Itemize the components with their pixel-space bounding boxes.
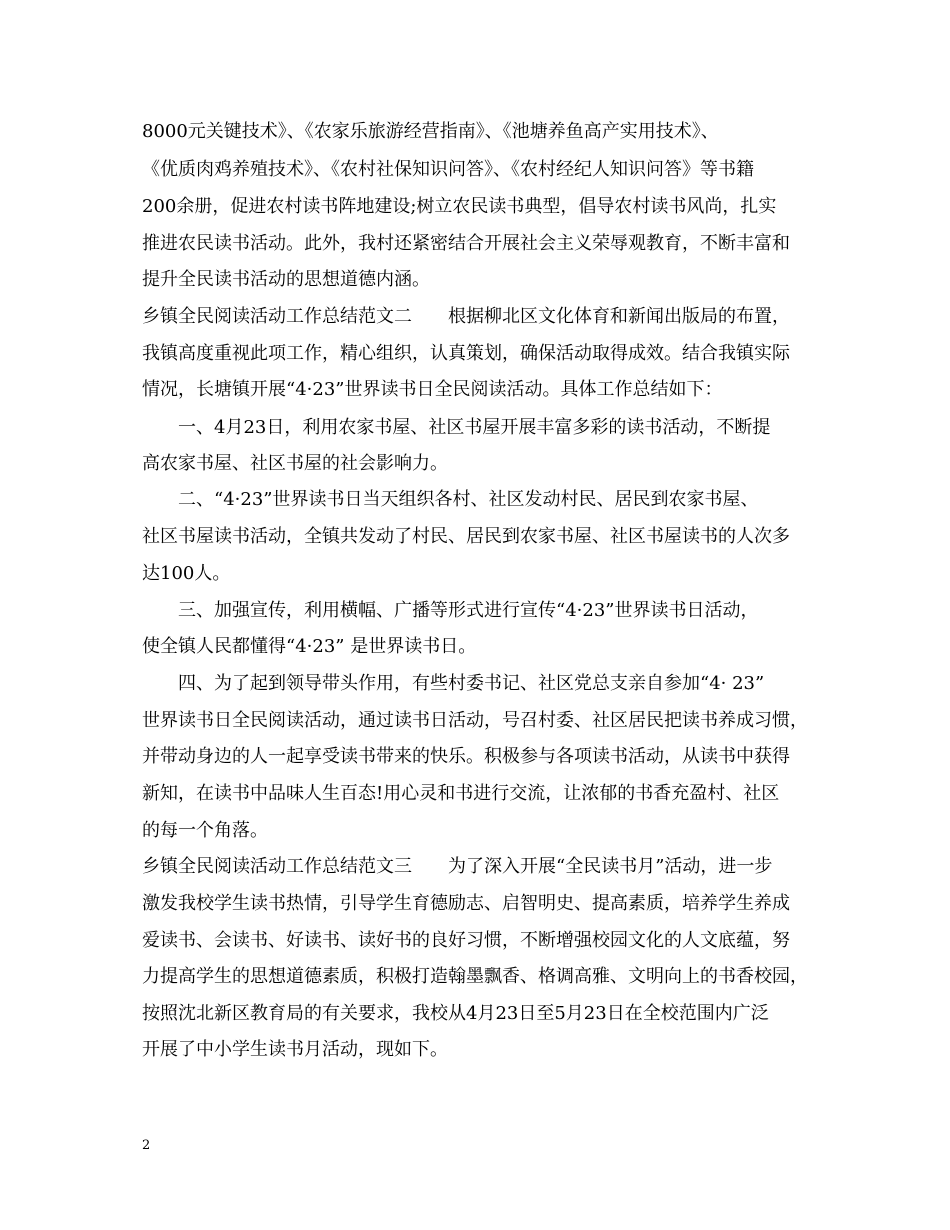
- text-line: 情况，长塘镇开展“4·23”世界读书日全民阅读活动。具体工作总结如下：: [142, 379, 723, 400]
- text-line: 并带动身边的人一起享受读书带来的快乐。积极参与各项读书活动，从读书中获得: [142, 746, 790, 767]
- section-heading-3: 乡镇全民阅读活动工作总结范文三 为了深入开展“全民读书月”活动，进一步: [142, 856, 773, 877]
- text-line: 提升全民读书活动的思想道德内涵。: [142, 269, 430, 290]
- text-line: 8000元关键技术》、《农家乐旅游经营指南》、《池塘养鱼高产实用技术》、: [142, 121, 719, 142]
- text-line: 开展了中小学生读书月活动，现如下。: [142, 1039, 448, 1060]
- text-line: 高农家书屋、社区书屋的社会影响力。: [142, 453, 448, 474]
- text-line: 力提高学生的思想道德素质，积极打造翰墨飘香、格调高雅、文明向上的书香校园，: [142, 966, 808, 987]
- text-line: 200余册，促进农村读书阵地建设;树立农民读书典型，倡导农村读书风尚，扎实: [142, 196, 777, 217]
- text-line: 使全镇人民都懂得“4·23” 是世界读书日。: [142, 636, 477, 657]
- text-line: 的每一个角落。: [142, 820, 268, 841]
- list-item-4: 四、为了起到领导带头作用，有些村委书记、社区党总支亲自参加“4· 23”: [178, 673, 765, 694]
- list-item-3: 三、加强宣传，利用横幅、广播等形式进行宣传“4·23”世界读书日活动，: [178, 600, 759, 621]
- text-line: 世界读书日全民阅读活动，通过读书日活动，号召村委、社区居民把读书养成习惯，: [142, 710, 808, 731]
- text-line: 我镇高度重视此项工作，精心组织，认真策划，确保活动取得成效。结合我镇实际: [142, 343, 790, 364]
- section-heading-2: 乡镇全民阅读活动工作总结范文二 根据柳北区文化体育和新闻出版局的布置，: [142, 306, 790, 327]
- text-line: 新知，在读书中品味人生百态!用心灵和书进行交流，让浓郁的书香充盈村、社区: [142, 783, 780, 804]
- text-line: 激发我校学生读书热情，引导学生育德励志、启智明史、提高素质，培养学生养成: [142, 893, 790, 914]
- list-item-1: 一、4月23日，利用农家书屋、社区书屋开展丰富多彩的读书活动，不断提: [178, 417, 771, 438]
- page-number: 2: [142, 1138, 151, 1153]
- text-line: 社区书屋读书活动，全镇共发动了村民、居民到农家书屋、社区书屋读书的人次多: [142, 526, 790, 547]
- text-line: 爱读书、会读书、好读书、读好书的良好习惯，不断增强校园文化的人文底蕴，努: [142, 930, 790, 951]
- text-line: 《优质肉鸡养殖技术》、《农村社保知识问答》、《农村经纪人知识问答》等书籍: [142, 159, 754, 180]
- text-line: 按照沈北新区教育局的有关要求，我校从4月23日至5月23日在全校范围内广泛: [142, 1003, 769, 1024]
- text-line: 达100人。: [142, 563, 231, 584]
- list-item-2: 二、“4·23”世界读书日当天组织各村、社区发动村民、居民到农家书屋、: [178, 489, 759, 510]
- text-line: 推进农民读书活动。此外，我村还紧密结合开展社会主义荣辱观教育，不断丰富和: [142, 233, 790, 254]
